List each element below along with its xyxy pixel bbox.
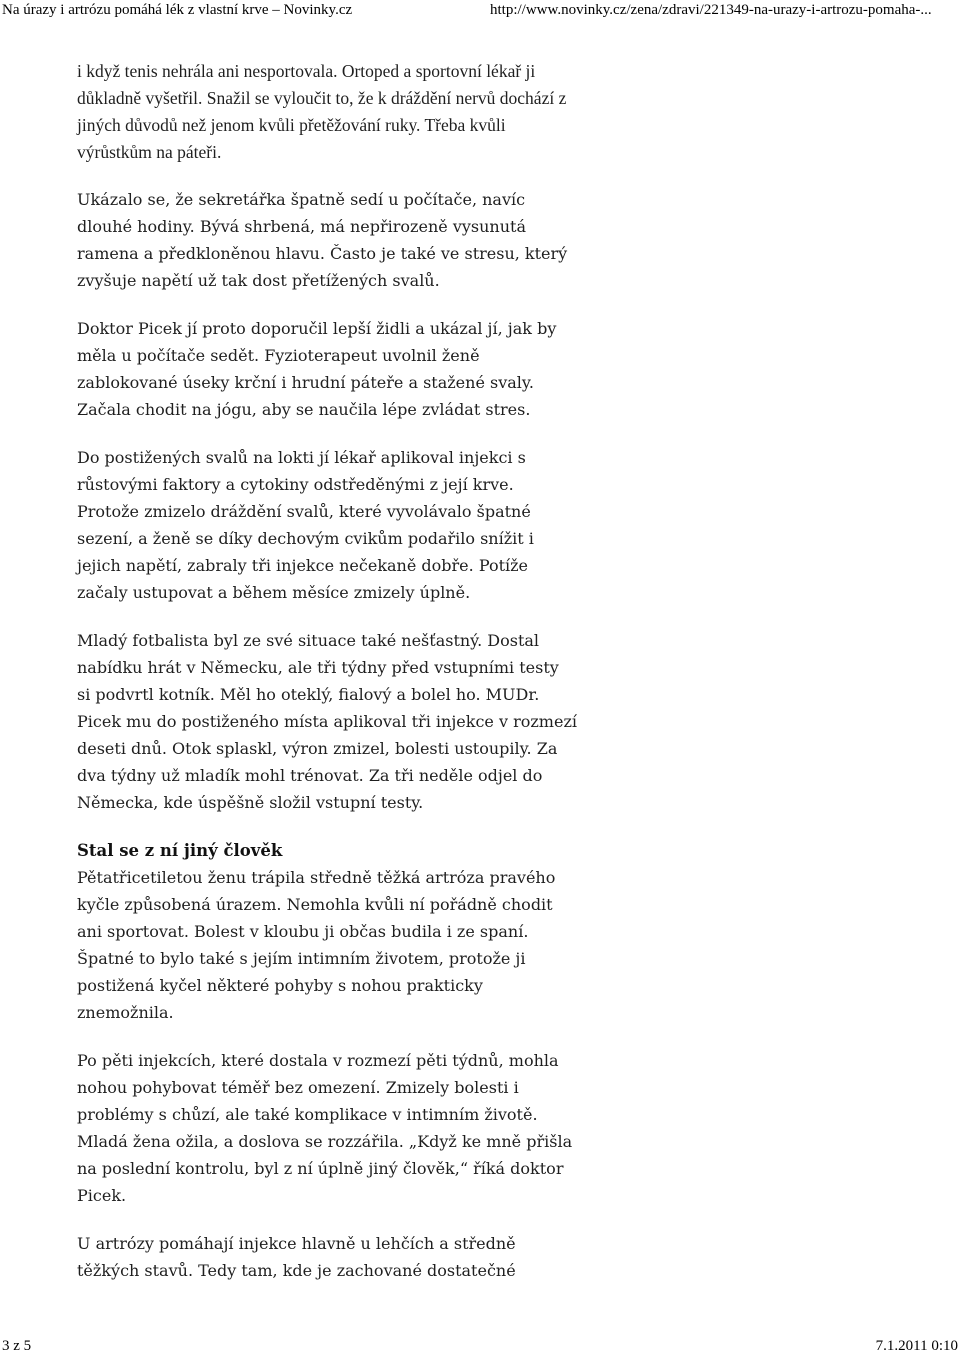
article-paragraph: Pětatřicetiletou ženu trápila středně těžká artróza pravého kyčle způsobená úrazem. Nemohla kvůli ní pořádně chodit ani sportovat. Bolest v kloubu ji občas budila i ze spaní. Špatné to bylo také s jejím intimním životem, protože ji postižená kyčel některé pohyby s nohou prakticky znemožnila. [77, 868, 556, 1022]
page-number: 3 z 5 [2, 1338, 32, 1354]
article-paragraph: Po pěti injekcích, které dostala v rozmezí pěti týdnů, mohla nohou pohybovat téměř bez omezení. Zmizely bolesti i problémy s chůzí, ale také komplikace v intimním životě. Mladá žena ožila, a doslova se rozzářila. „Když ke mně přišla na poslední kontrolu, byl z ní úplně jiný člověk,“ říká doktor Picek. [77, 1051, 573, 1205]
article-paragraph: Mladý fotbalista byl ze své situace také nešťastný. Dostal nabídku hrát v Německu, ale tři týdny před vstupními testy si podvrtl kotník. Měl ho oteklý, fialový a bolel ho. MUDr. Picek mu do postiženého místa aplikoval tři injekce v rozmezí deseti dnů. Otok splaskl, výron zmizel, bolesti ustoupily. Za dva týdny už mladík mohl trénovat. Za tři neděle odjel do Německa, kde úspěšně složil vstupní testy. [77, 631, 577, 812]
article-paragraph: Doktor Picek jí proto doporučil lepší židli a ukázal jí, jak by měla u počítače sedět. Fyzioterapeut uvolnil ženě zablokované úseky krční i hrudní páteře a stažené svaly. Začala chodit na jógu, aby se naučila lépe zvládat stres. [77, 319, 557, 419]
print-header [0, 0, 960, 20]
article-paragraph: i když tenis nehrála ani nesportovala. Ortoped a sportovní lékař ji důkladně vyšetřil. Snažil se vyloučit to, že k dráždění nervů dochází z jiných důvodů než jenom kvůli přetěžování ruky. Třeba kvůli výrůstkům na páteři. [77, 61, 567, 162]
article-paragraph: U artrózy pomáhají injekce hlavně u lehčích a středně těžkých stavů. Tedy tam, kde je zachované dostatečné [77, 1234, 516, 1280]
article-subheading: Stal se z ní jiný člověk [77, 841, 283, 860]
page-url: http://www.novinky.cz/zena/zdravi/221349-na-urazy-i-artrozu-pomaha-... [490, 2, 932, 18]
print-footer [0, 1336, 960, 1356]
print-datetime: 7.1.2011 0:10 [875, 1338, 958, 1354]
article-paragraph: Do postižených svalů na lokti jí lékař aplikoval injekci s růstovými faktory a cytokiny odstředěnými z její krve. Protože zmizelo dráždění svalů, které vyvolávalo špatné sezení, a ženě se díky dechovým cvikům podařilo snížit i jejich napětí, zabraly tři injekce nečekaně dobře. Potíže začaly ustupovat a během měsíce zmizely úplně. [77, 448, 534, 602]
article-paragraph: Ukázalo se, že sekretářka špatně sedí u počítače, navíc dlouhé hodiny. Bývá shrbená, má nepřirozeně vysunutá ramena a předkloněnou hlavu. Často je také ve stresu, který zvyšuje napětí už tak dost přetížených svalů. [77, 190, 568, 290]
page-title: Na úrazy i artrózu pomáhá lék z vlastní krve – Novinky.cz [2, 2, 353, 18]
article-body [77, 58, 577, 1305]
